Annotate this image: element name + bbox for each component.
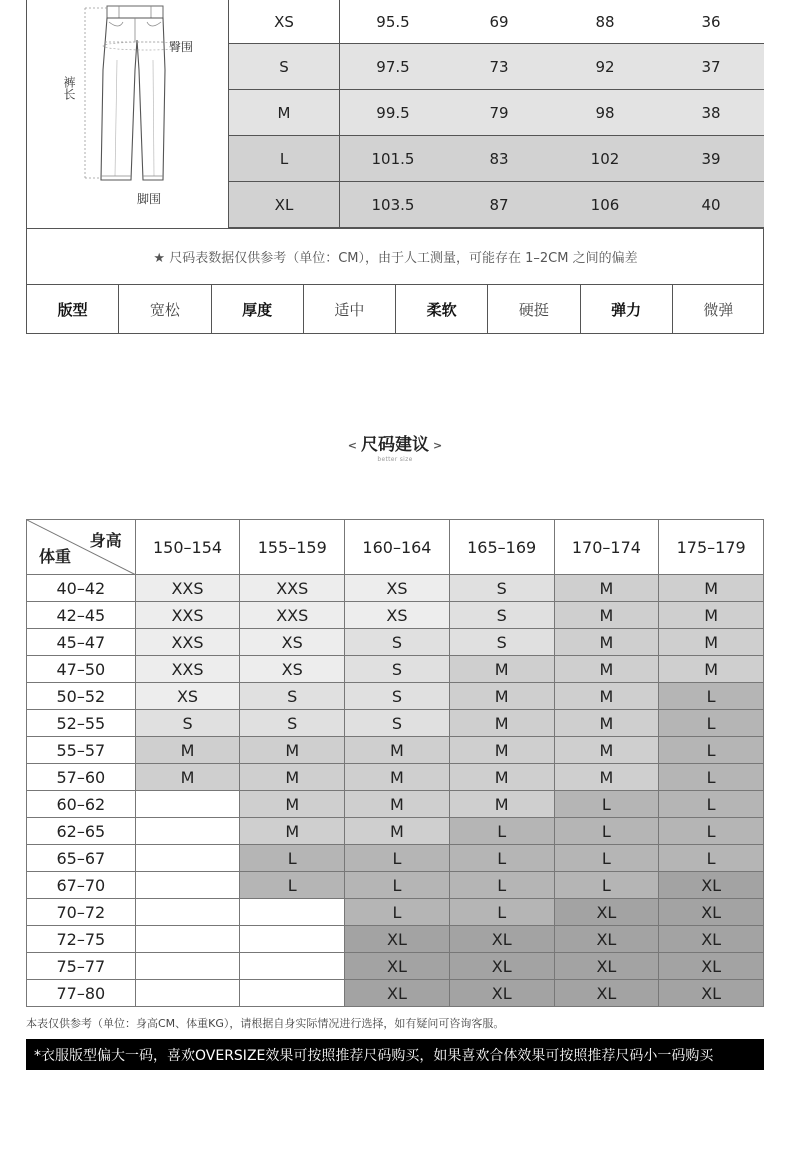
- weight-cell: 75–77: [27, 953, 136, 980]
- size-cell: M: [345, 791, 450, 818]
- size-cell: XL: [554, 953, 659, 980]
- value-cell: 98: [552, 90, 658, 135]
- value-cell: 99.5: [340, 90, 446, 135]
- size-cell: S: [135, 710, 240, 737]
- size-cell: M: [345, 737, 450, 764]
- weight-cell: 57–60: [27, 764, 136, 791]
- size-cell: XS: [240, 629, 345, 656]
- table-row: [27, 575, 764, 602]
- table-row: [27, 737, 764, 764]
- size-cell: XL: [554, 980, 659, 1007]
- size-cell: L: [554, 791, 659, 818]
- size-cell: XS: [345, 602, 450, 629]
- measurement-row: [229, 90, 764, 136]
- measurement-row: [229, 0, 764, 44]
- table-row: [27, 980, 764, 1007]
- measurement-row: [229, 44, 764, 90]
- size-cell: XL: [449, 926, 554, 953]
- size-cell: M: [554, 710, 659, 737]
- size-cell: XL: [449, 980, 554, 1007]
- size-cell: L: [345, 845, 450, 872]
- weight-cell: 45–47: [27, 629, 136, 656]
- size-cell: M: [554, 764, 659, 791]
- attr-label-thickness: 厚度: [212, 285, 304, 333]
- table-row: [27, 899, 764, 926]
- size-cell: L: [449, 845, 554, 872]
- title-subtext: better size: [377, 456, 413, 463]
- size-cell: [135, 872, 240, 899]
- size-cell: XL: [659, 899, 764, 926]
- weight-cell: 60–62: [27, 791, 136, 818]
- table-row: [27, 629, 764, 656]
- table-row: [27, 602, 764, 629]
- attr-value-fit: 宽松: [119, 285, 211, 333]
- size-cell: M: [229, 90, 340, 135]
- value-cell: 87: [446, 182, 552, 227]
- size-cell: L: [659, 683, 764, 710]
- hem-label: 脚围: [137, 192, 162, 206]
- value-cell: 37: [658, 44, 764, 89]
- weight-cell: 77–80: [27, 980, 136, 1007]
- size-cell: M: [240, 737, 345, 764]
- size-recommend-title: [0, 430, 790, 463]
- size-cell: M: [554, 575, 659, 602]
- size-cell: L: [449, 818, 554, 845]
- attr-value-thickness: 适中: [304, 285, 396, 333]
- fit-banner: *衣服版型偏大一码，喜欢OVERSIZE效果可按照推荐尺码购买，如果喜欢合体效果可按照推荐尺码小一码购买: [26, 1039, 764, 1070]
- value-cell: 36: [658, 0, 764, 43]
- attr-label-softness: 柔软: [396, 285, 488, 333]
- size-cell: M: [659, 656, 764, 683]
- size-cell: M: [449, 710, 554, 737]
- size-cell: S: [449, 575, 554, 602]
- recommend-note: 本表仅供参考（单位：身高CM、体重KG），请根据自身实际情况进行选择，如有疑问可咨询客服。: [26, 1017, 505, 1030]
- size-cell: L: [659, 737, 764, 764]
- size-cell: [240, 926, 345, 953]
- table-row: [27, 791, 764, 818]
- measurement-table: [26, 0, 764, 334]
- size-cell: [135, 845, 240, 872]
- size-cell: M: [554, 683, 659, 710]
- size-cell: S: [240, 683, 345, 710]
- weight-cell: 42–45: [27, 602, 136, 629]
- size-cell: M: [554, 602, 659, 629]
- size-cell: L: [345, 899, 450, 926]
- size-cell: M: [659, 575, 764, 602]
- size-cell: L: [229, 136, 340, 181]
- size-cell: XL: [659, 980, 764, 1007]
- size-cell: XL: [659, 953, 764, 980]
- size-cell: XS: [345, 575, 450, 602]
- size-cell: M: [659, 629, 764, 656]
- measurement-note: ★ 尺码表数据仅供参考（单位：CM），由于人工测量，可能存在 1–2CM 之间的偏差: [27, 228, 764, 285]
- height-axis-label: 身高: [89, 531, 122, 550]
- size-cell: M: [554, 629, 659, 656]
- hip-label: 臀围: [169, 40, 194, 54]
- size-cell: S: [345, 710, 450, 737]
- size-cell: [135, 818, 240, 845]
- measurement-row: [229, 136, 764, 182]
- size-cell: XXS: [240, 575, 345, 602]
- pants-diagram: [27, 0, 229, 228]
- left-arrow-icon: <: [347, 438, 357, 452]
- size-cell: S: [449, 629, 554, 656]
- height-header: 150–154: [135, 520, 240, 575]
- header-row: [27, 520, 764, 575]
- size-cell: XXS: [135, 602, 240, 629]
- size-cell: M: [449, 683, 554, 710]
- size-cell: XL: [345, 926, 450, 953]
- size-cell: [135, 791, 240, 818]
- height-header: 175–179: [659, 520, 764, 575]
- table-row: [27, 953, 764, 980]
- size-cell: L: [659, 845, 764, 872]
- table-row: [27, 818, 764, 845]
- size-cell: L: [659, 710, 764, 737]
- attr-label-fit: 版型: [27, 285, 119, 333]
- size-cell: M: [449, 737, 554, 764]
- size-cell: L: [449, 872, 554, 899]
- weight-cell: 50–52: [27, 683, 136, 710]
- value-cell: 92: [552, 44, 658, 89]
- size-cell: M: [135, 737, 240, 764]
- size-cell: XL: [345, 980, 450, 1007]
- value-cell: 38: [658, 90, 764, 135]
- value-cell: 39: [658, 136, 764, 181]
- pants-illustration: [27, 0, 229, 228]
- size-cell: XL: [659, 872, 764, 899]
- size-cell: M: [449, 656, 554, 683]
- size-cell: [135, 980, 240, 1007]
- size-cell: S: [345, 656, 450, 683]
- size-cell: S: [345, 629, 450, 656]
- attribute-row: [27, 285, 764, 333]
- table-row: [27, 926, 764, 953]
- size-cell: XL: [229, 182, 340, 227]
- size-cell: M: [240, 818, 345, 845]
- weight-cell: 52–55: [27, 710, 136, 737]
- weight-cell: 67–70: [27, 872, 136, 899]
- weight-axis-label: 体重: [39, 547, 72, 566]
- size-cell: [135, 899, 240, 926]
- size-cell: M: [135, 764, 240, 791]
- length-label: 裤长: [62, 76, 76, 100]
- size-cell: L: [240, 872, 345, 899]
- measurement-rows: [229, 0, 764, 228]
- value-cell: 40: [658, 182, 764, 227]
- value-cell: 97.5: [340, 44, 446, 89]
- size-cell: L: [659, 764, 764, 791]
- size-cell: M: [449, 791, 554, 818]
- size-cell: L: [345, 872, 450, 899]
- value-cell: 95.5: [340, 0, 446, 43]
- size-cell: XS: [240, 656, 345, 683]
- size-cell: XS: [135, 683, 240, 710]
- size-cell: M: [554, 656, 659, 683]
- size-cell: M: [240, 764, 345, 791]
- table-row: [27, 683, 764, 710]
- size-cell: M: [345, 818, 450, 845]
- height-header: 155–159: [240, 520, 345, 575]
- size-cell: XL: [554, 899, 659, 926]
- size-cell: M: [659, 602, 764, 629]
- attr-value-stretch: 微弹: [703, 300, 734, 319]
- height-header: 165–169: [449, 520, 554, 575]
- right-arrow-icon: >: [433, 438, 443, 452]
- size-cell: S: [240, 710, 345, 737]
- title-text: 尺码建议: [361, 435, 429, 455]
- size-cell: XXS: [135, 629, 240, 656]
- value-cell: 106: [552, 182, 658, 227]
- size-cell: L: [554, 818, 659, 845]
- size-cell: XXS: [135, 656, 240, 683]
- weight-cell: 47–50: [27, 656, 136, 683]
- size-cell: M: [449, 764, 554, 791]
- size-cell: L: [449, 899, 554, 926]
- weight-cell: 70–72: [27, 899, 136, 926]
- weight-cell: 72–75: [27, 926, 136, 953]
- size-cell: L: [554, 872, 659, 899]
- value-cell: 102: [552, 136, 658, 181]
- size-cell: [135, 926, 240, 953]
- size-cell: M: [240, 791, 345, 818]
- size-cell: [240, 899, 345, 926]
- value-cell: 69: [446, 0, 552, 43]
- size-cell: XS: [229, 0, 340, 43]
- size-cell: XL: [345, 953, 450, 980]
- table-row: [27, 845, 764, 872]
- value-cell: 103.5: [340, 182, 446, 227]
- value-cell: 101.5: [340, 136, 446, 181]
- value-cell: 88: [552, 0, 658, 43]
- size-cell: XXS: [135, 575, 240, 602]
- height-header: 170–174: [554, 520, 659, 575]
- size-cell: L: [659, 818, 764, 845]
- size-cell: XL: [449, 953, 554, 980]
- weight-cell: 62–65: [27, 818, 136, 845]
- size-cell: M: [554, 737, 659, 764]
- size-cell: XL: [659, 926, 764, 953]
- weight-cell: 40–42: [27, 575, 136, 602]
- size-recommend-table: [26, 519, 764, 1007]
- size-cell: [135, 953, 240, 980]
- size-cell: S: [229, 44, 340, 89]
- weight-cell: 55–57: [27, 737, 136, 764]
- table-row: [27, 656, 764, 683]
- size-cell: L: [659, 791, 764, 818]
- table-row: [27, 764, 764, 791]
- table-row: [27, 872, 764, 899]
- attr-value-softness: 硬挺: [488, 285, 580, 333]
- size-cell: L: [554, 845, 659, 872]
- weight-cell: 65–67: [27, 845, 136, 872]
- height-header: 160–164: [345, 520, 450, 575]
- size-cell: L: [240, 845, 345, 872]
- measurement-row: [229, 182, 764, 228]
- size-cell: [240, 953, 345, 980]
- value-cell: 83: [446, 136, 552, 181]
- size-cell: S: [345, 683, 450, 710]
- size-cell: M: [345, 764, 450, 791]
- value-cell: 73: [446, 44, 552, 89]
- size-cell: XXS: [240, 602, 345, 629]
- value-cell: 79: [446, 90, 552, 135]
- size-cell: S: [449, 602, 554, 629]
- size-cell: XL: [554, 926, 659, 953]
- size-cell: [240, 980, 345, 1007]
- table-row: [27, 710, 764, 737]
- attr-label-stretch: 弹力: [581, 285, 673, 333]
- corner-cell: [27, 520, 136, 575]
